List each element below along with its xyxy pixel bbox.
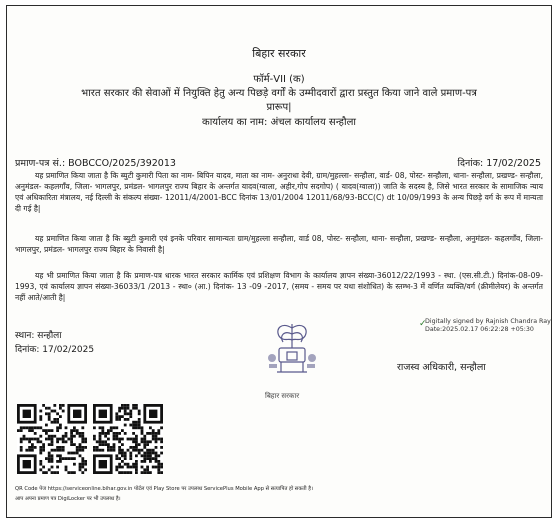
certificate-page [6, 5, 552, 518]
government-heading: बिहार सरकार [252, 47, 306, 60]
qr-code-icon[interactable] [17, 404, 87, 474]
signature-line2: Date:2025.02.17 06:22:28 +05:30 [425, 326, 534, 333]
office-name: कार्यालय का नाम: अंचल कार्यालय सन्हौला [202, 117, 356, 128]
place-label: स्थान: सन्हौला [15, 331, 62, 341]
issue-date: दिनांक: 17/02/2025 [15, 345, 95, 355]
seal-label: बिहार सरकार [265, 392, 300, 400]
form-number: फॉर्म-VII (क) [253, 74, 305, 85]
certificate-number: प्रमाण-पत्र सं.: BOBCCO/2025/392013 [15, 158, 176, 169]
verification-note: QR Code पेज https://serviceonline.bihar.gov.in पोर्टल एवं Play Store पर उपलब्ध ServicePlus Mobile App से सत्यापित हो सकती है। [15, 486, 313, 492]
digital-signature [419, 318, 551, 334]
certificate-date: दिनांक: 17/02/2025 [457, 158, 541, 169]
official-designation: राजस्व अधिकारी, सन्हौला [397, 362, 486, 373]
paragraph-creamy-layer: यह भी प्रमाणित किया जाता है कि प्रमाण-पत्र धारक भारत सरकार कार्मिक एवं प्रशिक्षण विभाग के कार्यालय ज्ञापन संख्या-36012/22/1993 - स्था. (एस.सी.टी.) दिनांक-08-09-1993, एवं कार्यालय ज्ञापन संख्या-36033/1 /2013 - स्था० (आ.) दिनांक- 13 -09 -2017, (समय - समय पर यथा संशोधित) के स्तम्भ-3 में वर्णित व्यक्ति/वर्ग (क्रीमीलेयर) के अन्तर्गत नहीं आते/आती है| [15, 271, 543, 302]
paragraph-residence: यह प्रमाणित किया जाता है कि ब्युटी कुमारी एवं इनके परिवार सामान्यतः ग्राम/मुहल्ला सन्हौला, वार्ड 08, पोस्ट- सन्हौला, थाना- सन्हौला, प्रखण्ड- सन्हौला, अनुमंडल- कहलगाँव, जिला- भागलपुर, प्रमंडल- भागलपुर राज्य बिहार के निवासी है| [15, 234, 543, 254]
check-icon: ✓ [419, 319, 427, 329]
qr-code-icon[interactable] [93, 404, 163, 474]
digilocker-note: आप अपना प्रमाण पत्र DigiLocker पर भी उपलब्ध है। [15, 496, 121, 502]
certificate-subject: भारत सरकार की सेवाओं में नियुक्ति हेतु अन्य पिछड़े वर्गों के उम्मीदवारों द्वारा प्रस्तुत किया जाने वाले प्रमाण-पत्र प्रारूप| [81, 88, 477, 113]
paragraph-caste: यह प्रमाणित किया जाता है कि ब्युटी कुमारी पिता का नाम- बिपिन यादव, माता का नाम- अनुराधा देवी, ग्राम/मुहल्ला- सन्हौला, वार्ड- 08, पोस्ट- सन्हौला, थाना- सन्हौला, प्रखण्ड- सन्हौला, अनुमंडल- कहलगाँव, जिला- भागलपुर, प्रमंडल- भागलपुर राज्य बिहार के अन्तर्गत यादव(ग्वाला, अहीर,गोप सदगोप) ( यादव(ग्वाला)) जाति के सदस्य है, जिसे भारत सरकार के सामाजिक न्याय एवं अधिकारिता मंत्रालय, नई दिल्ली के संकल्प संख्या- 12011/4/2001-BCC दिनांक 13/01/2004 12011/68/93-BCC(C) dt 10/09/1993 के अन्य पिछड़े वर्ग के रूप में मान्यता दी गई है| [15, 171, 543, 213]
signature-line1: Digitally signed by Rajnish Chandra Ray [425, 318, 551, 325]
bihar-emblem-icon [257, 318, 327, 386]
